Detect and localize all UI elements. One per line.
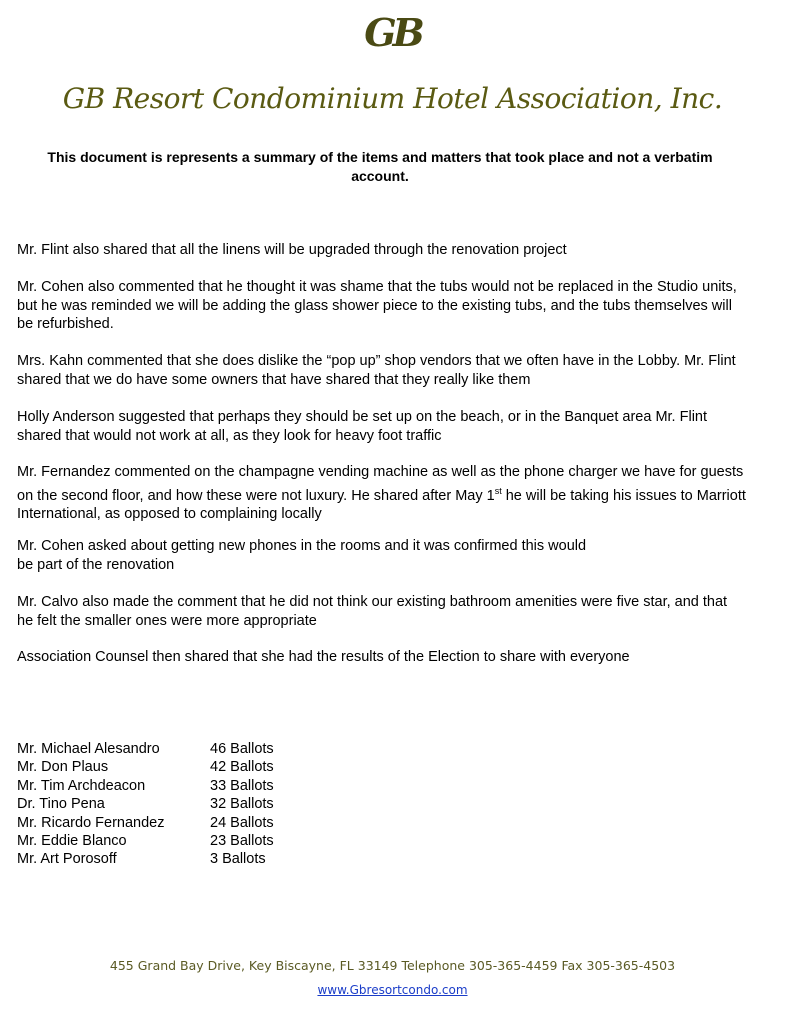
- election-results-table: [17, 740, 274, 869]
- candidate-name: Dr. Tino Pena: [17, 796, 105, 813]
- paragraph-amenities: Mr. Calvo also made the comment that he did not think our existing bathroom amenities were five star, and that he felt the smaller ones were more appropriate: [17, 594, 728, 629]
- ballot-count: 42 Ballots: [210, 759, 274, 776]
- paragraph-popup-shops: Mrs. Kahn commented that she does dislike the “pop up” shop vendors that we often have in the Lobby. Mr. Flint shared that we do have some owners that have shared that they really like them: [17, 353, 736, 388]
- paragraph-champagne-part1: Mr. Fernandez commented on the champagne vending machine as well as the phone charger we have for guests on the second floor, and how these were not luxury. He shared after May 1: [17, 464, 744, 504]
- candidate-name: Mr. Tim Archdeacon: [17, 777, 146, 794]
- paragraph-beach: Holly Anderson suggested that perhaps they should be set up on the beach, or in the Banquet area Mr. Flint shared that would not work at all, as they look for heavy foot traffic: [17, 409, 708, 444]
- ballot-count: 32 Ballots: [210, 796, 274, 813]
- ballot-count: 33 Ballots: [210, 777, 274, 794]
- paragraph-tubs: Mr. Cohen also commented that he thought it was shame that the tubs would not be replaced in the Studio units, but he was reminded we will be adding the glass shower piece to the existing tubs, and the tubs themselves will be refurbished.: [17, 279, 737, 332]
- table-row: [17, 814, 274, 832]
- ballot-count: 46 Ballots: [210, 741, 274, 757]
- ballot-count: 23 Ballots: [210, 833, 274, 850]
- paragraph-election: Association Counsel then shared that she had the results of the Election to share with everyone: [17, 649, 630, 665]
- paragraph-linens: Mr. Flint also shared that all the linens will be upgraded through the renovation project: [17, 242, 567, 258]
- date-superscript: st: [494, 485, 502, 496]
- disclaimer: This document is represents a summary of the items and matters that took place and not a verbatim account.: [47, 149, 713, 184]
- table-row: [17, 740, 274, 758]
- logo-monogram: GB: [364, 10, 421, 55]
- paragraph-champagne: [17, 463, 747, 523]
- paragraph-phones-line2: be part of the renovation: [17, 556, 175, 573]
- ballot-count: 3 Ballots: [210, 851, 266, 868]
- paragraph-phones-line1: Mr. Cohen asked about getting new phones in the rooms and it was confirmed this would: [17, 538, 587, 554]
- footer-address: 455 Grand Bay Drive, Key Biscayne, FL 33149 Telephone 305-365-4459 Fax 305-365-4503: [109, 958, 676, 973]
- candidate-name: Mr. Michael Alesandro: [17, 741, 160, 757]
- paragraph-champagne-part2: he will be taking his issues to Marriott International, as opposed to complaining locally: [17, 487, 746, 522]
- candidate-name: Mr. Art Porosoff: [17, 851, 117, 868]
- table-row: [17, 758, 274, 776]
- candidate-name: Mr. Don Plaus: [17, 759, 109, 776]
- table-row: [17, 850, 274, 868]
- candidate-name: Mr. Ricardo Fernandez: [17, 814, 165, 831]
- association-name: GB Resort Condominium Hotel Association, Inc.: [62, 82, 723, 115]
- ballot-count: 24 Ballots: [210, 814, 274, 831]
- table-row: [17, 832, 274, 850]
- table-row: [17, 795, 274, 813]
- table-row: [17, 777, 274, 795]
- candidate-name: Mr. Eddie Blanco: [17, 833, 127, 850]
- website-link[interactable]: www.Gbresortcondo.com: [317, 983, 468, 997]
- paragraph-phones: [17, 537, 747, 574]
